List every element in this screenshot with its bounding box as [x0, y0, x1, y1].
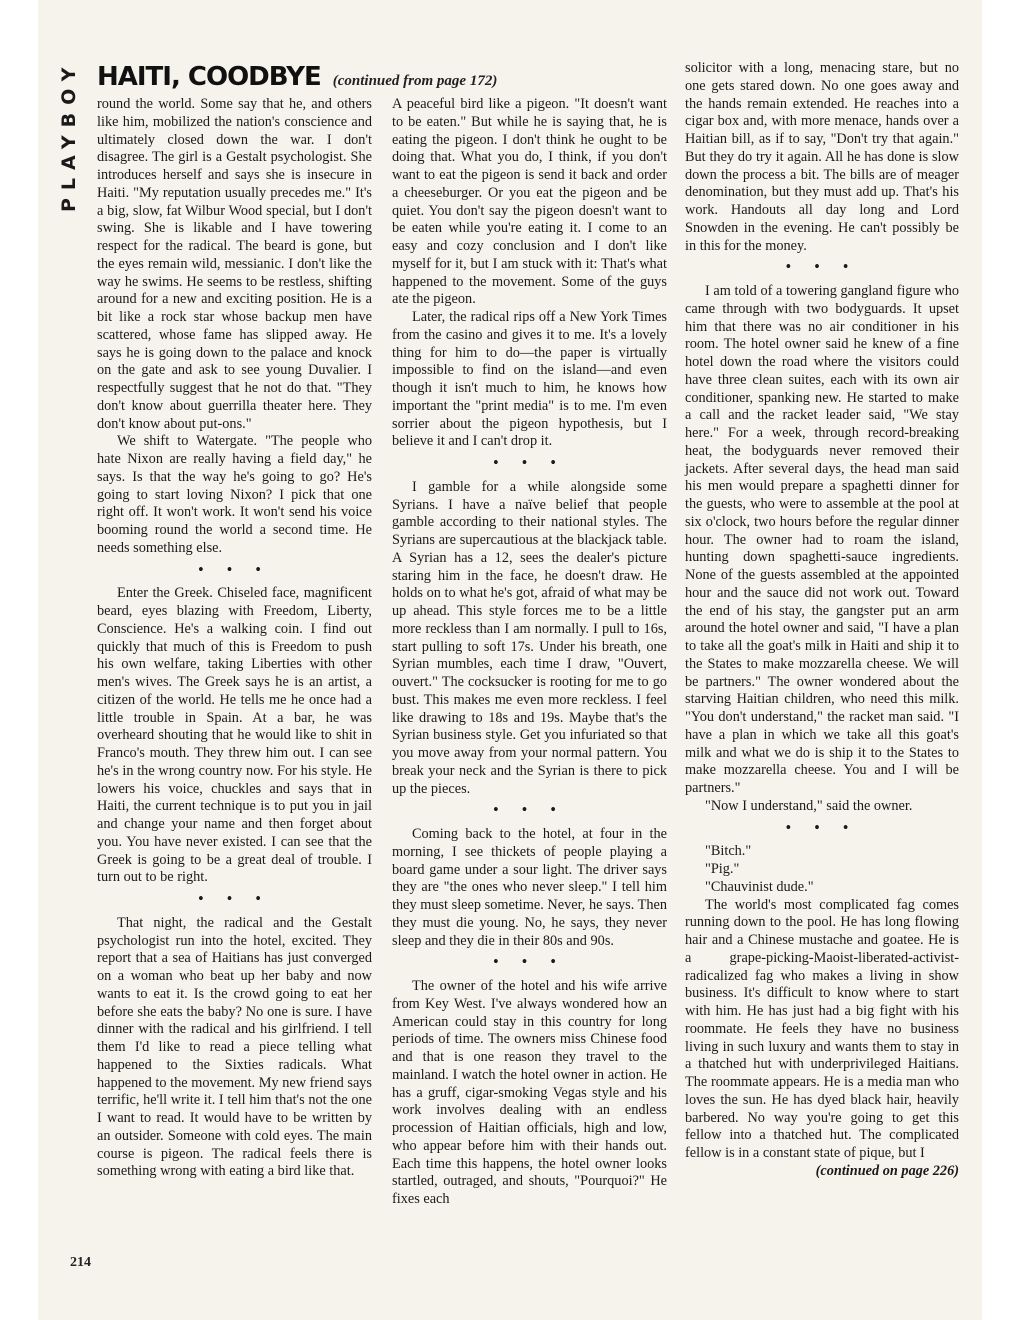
text-column-1: [97, 96, 372, 1181]
title-line: [97, 62, 497, 96]
paragraph: round the world. Some say that he, and others like him, mobilized the nation's conscience and ultimately closed down the war. I don't disagree. The girl is a Gestalt psychologist. She introduces herself and says she is insecure in Haiti. "My reputation usually precedes me." It's a big, slow, fat Wilbur Wood special, but I don't swing. She is likable and I have towering respect for the radical. The beard is gone, but the eyes remain wild, messianic. I don't like the way he swims. He seems to be restless, shifting around for a new and exciting position. He is a bit like a rock star whose backup men have scattered, whose fame has slipped away. He says he is going down to the palace and knock on the gate and ask to see young Duvalier. I respectfully suggest that he not do that. "They don't know about guerrilla theater here. They don't know about put-ons.": [97, 96, 372, 432]
paragraph: The world's most complicated fag comes running down to the pool. He has long flowing hair and a Chinese mustache and goatee. He is a grape-picking-Maoist-liberated-activist-radicalized fag who makes a living in show business. It's difficult to know where to start with him. He has just had a big fight with his roommate. He feels they have no business living in such luxury and wants them to stay in a thatched hut with underprivileged Haitians. The roommate appears. He is a media man who loves the sun. He has dyed black hair, heavily barbered. No way you're going to get this fellow into a thatched hut. The complicated fellow is in a constant state of pique, but I: [685, 896, 959, 1161]
text-column-2: [392, 96, 667, 1209]
paragraph: That night, the radical and the Gestalt psychologist run into the hotel, excited. They report that a sea of Haitians has just converged on a woman who beat up her baby and now wants to eat it. Is the crowd going to eat her before she eats the baby? No one is sure. I have dinner with the radical and his girlfriend. I tell them I'd like to read a piece telling what happened to the Sixties radicals. What happened to the movement. My new friend says terrific, he'll write it. I tell him that's not the one I want to read. It would have to be written by an outsider. Someone with cold eyes. The main course is pigeon. The radical feels there is something wrong with eating a bird like that.: [97, 914, 372, 1180]
continued-from-note: (continued from page 172): [332, 73, 498, 89]
paragraph: A peaceful bird like a pigeon. "It doesn't want to be eaten." But while he is saying that, he is eating the pigeon. I don't think he ought to be doing that. What you do, I think, if you don't want to eat the pigeon is send it back and order a cheeseburger. Or you eat the pigeon and be quiet. You don't say the pigeon doesn't want to be eaten while you're eating it. I come to an easy and cozy conclusion and I don't like myself for it, but I am stuck with it: That's what happened to the movement. Some of the guys ate the pigeon.: [392, 96, 667, 308]
article-headline: HAITI, COODBYE: [97, 62, 321, 92]
text-column-3: [685, 60, 959, 1181]
paragraph: Coming back to the hotel, at four in the morning, I see thickets of people playing a board game under a sour light. The driver says they are "the ones who never sleep." I tell him they must sleep sometime. Never, he says. Then they must die young. No, he says, they never sleep and they die in their 80s and 90s.: [392, 826, 667, 949]
magazine-name: PLAYBOY: [58, 60, 80, 213]
paragraph: The owner of the hotel and his wife arrive from Key West. I've always wondered how an American could stay in this country for long periods of time. The owners miss Chinese food and that is one reason they travel to the mainland. I watch the hotel owner in action. He has a gruff, cigar-smoking Vegas style and his work involves dealing with an endless procession of Haitian officials, high and low, who appear before him with their hands out. Each time this happens, the hotel owner looks startled, outraged, and shouts, "Pourquoi?" He fixes each: [392, 978, 667, 1207]
paragraph: "Now I understand," said the owner.: [705, 797, 913, 814]
section-break: • • •: [493, 954, 566, 971]
section-break: • • •: [785, 819, 859, 836]
paragraph: Enter the Greek. Chiseled face, magnificent beard, eyes blazing with Freedom, Liberty, Conscience. He's a walking coin. I find out quickly that much of this is Freedom to push his own welfare, taking Liberties with other men's wives. The Greek says he is an artist, a citizen of the world. He tells me he once had a little trouble in Spain. At a bar, he was overheard shouting that he would like to shit in Franco's mouth. They threw him out. I can see he's in the wrong country now. For his style. He lowers his voice, chuckles and says that in Haiti, the current technique is to put you in jail and change your name and then forget about you. You have never existed. I can see that the Greek is going to be a great deal of trouble. I turn out to be right.: [97, 585, 372, 886]
paragraph: I gamble for a while alongside some Syrians. I have a naïve belief that people gamble according to their national styles. The Syrians are supercautious at the blackjack table. A Syrian has a 12, sees the dealer's picture staring him in the face, he doesn't draw. He holds on to what he's got, afraid of what may be up ahead. This style forces me to be a little more reckless than I am normally. I pull to 16s, start pulling to soft 17s. Under his breath, one Syrian mumbles, each time I draw, "Ouvert, ouvert." The cocksucker is rooting for me to go bust. This makes me even more reckless. I feel like drawing to 18s and 19s. Maybe that's the Syrian business style. Get you infuriated so that you move away from your normal pattern. You break your neck and the Syrian is there to pick up the pieces.: [392, 478, 667, 797]
paragraph: "Bitch.": [705, 843, 752, 860]
paragraph: "Pig.": [705, 861, 740, 877]
paragraph: I am told of a towering gangland figure who came through with two bodyguards. It upset him that there was no air conditioner in his room. The hotel owner said he knew of a fine hotel down the road where the visitors could have three clean suites, each with its own air conditioner, spanking new. He started to make a call and the racket leader said, "We stay here." For a week, through record-breaking heat, the bodyguards never removed their jackets. After several days, the head man said his men would prepare a spaghetti dinner for the guests, who were to assemble at the pool at six o'clock, two hours before the regular dinner hour. The owner had to roam the island, hunting down spaghetti-sauce ingredients. None of the guests assembled at the appointed hour and the sauce did not work out. Toward the end of his stay, the gangster put an arm around the hotel owner and said, "I have a plan to take all the goat's milk in Haiti and ship it to the States to make mozzarella cheese. We will be partners." The owner wondered about the starving Haitian children, who need this milk. "You don't understand," the racket man said. "I have a plan in which we take all this goat's milk and what we do is ship it to the States to make mozzarella cheese. You and I will be partners.": [685, 283, 959, 796]
paragraph: solicitor with a long, menacing stare, but no one gets stared down. No one goes away and the hands remain extended. He reaches into a cigar box and, with more menace, hands over a Haitian bill, as if to say, "Don't try that again." But they do try it again. All he has done is slow down the process a bit. The bills are of meager denomination, but they must add up. That's his work. Handouts all day long and Lord Snowden in the evening. He can't possibly be in this for the money.: [685, 60, 959, 254]
page-number: 214: [70, 1255, 91, 1270]
paragraph: "Chauvinist dude.": [705, 878, 814, 895]
continued-on-note: (continued on page 226): [815, 1162, 959, 1179]
section-break: • • •: [493, 802, 566, 819]
section-break: • • •: [198, 891, 271, 907]
paragraph: Later, the radical rips off a New York Times from the casino and gives it to me. It's a lovely thing for him to do—the paper is virtually impossible to find on the island—and even though it isn't much to him, he knows how important the "print media" is to me. I'm even sorrier about the pigeon hypothesis, but I believe it and I can't drop it.: [392, 309, 667, 450]
paragraph: We shift to Watergate. "The people who hate Nixon are really having a field day," he says. Is that the way he's going to go? He's going to start loving Nixon? I pick that one right off. It won't work. It won't send his voice booming round the world a second time. He needs something else.: [97, 433, 372, 556]
section-break: • • •: [198, 561, 271, 578]
section-break: • • •: [785, 259, 859, 276]
section-break: • • •: [493, 455, 566, 471]
